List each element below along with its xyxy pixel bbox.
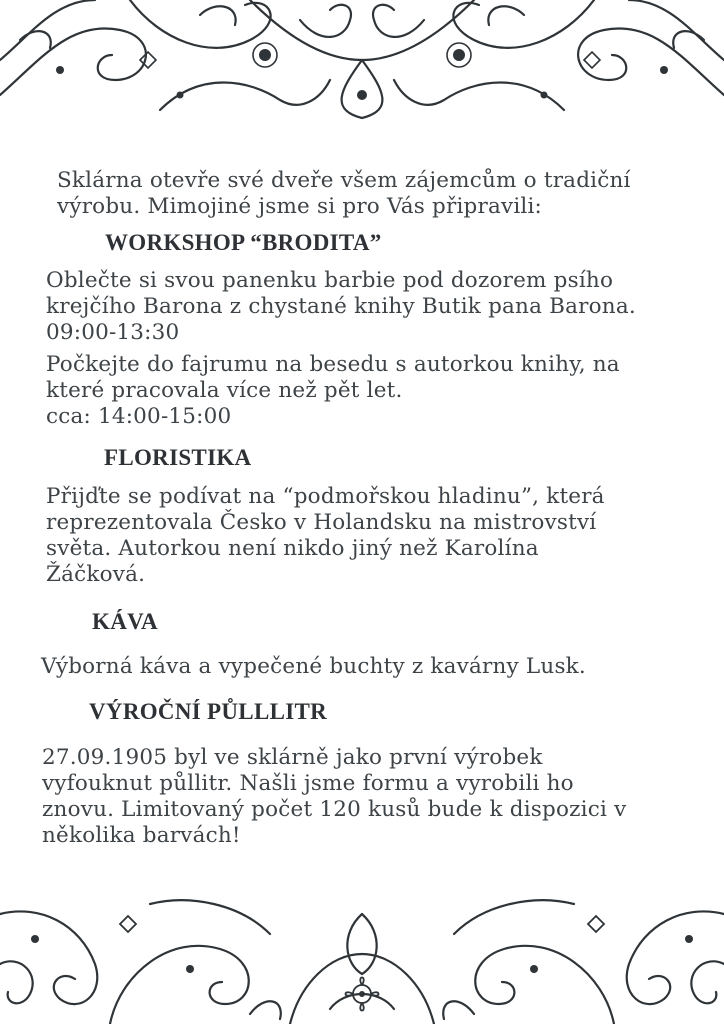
- floristika-text: [46, 484, 605, 588]
- floristika-line: světa. Autorkou není nikdo jiný než Karolína: [46, 536, 539, 561]
- workshop-line: krejčího Barona z chystané knihy Butik pana Barona.: [46, 294, 636, 319]
- pullitr-line: vyfouknut půllitr. Našli jsme formu a vyrobili ho: [42, 771, 574, 796]
- bottom-ornament: [0, 894, 724, 1024]
- pullitr-text: [42, 745, 626, 849]
- workshop-heading: WORKSHOP “BRODITA”: [105, 230, 382, 255]
- floristika-line: Přijďte se podívat na “podmořskou hladinu”, která: [46, 484, 605, 509]
- workshop-line: Oblečte si svou panenku barbie pod dozorem psího: [46, 268, 614, 293]
- intro-line: Sklárna otevře své dveře všem zájemcům o tradiční: [57, 168, 631, 193]
- workshop-line: Počkejte do fajrumu na besedu s autorkou knihy, na: [46, 352, 620, 377]
- baroque-scroll-bottom-icon: [0, 894, 724, 1024]
- floristika-heading: FLORISTIKA: [104, 445, 252, 470]
- kava-text: Výborná káva a vypečené buchty z kavárny Lusk.: [41, 654, 586, 679]
- workshop-text-1: [46, 268, 636, 346]
- intro-text: [57, 168, 631, 220]
- top-ornament: [0, 0, 724, 125]
- workshop-text-2: [46, 352, 620, 430]
- workshop-line: které pracovala více než pět let.: [46, 378, 403, 403]
- workshop-time: 09:00-13:30: [46, 320, 180, 345]
- pullitr-line: 27.09.1905 byl ve sklárně jako první výrobek: [42, 745, 543, 770]
- pullitr-line: několika barvách!: [42, 823, 241, 848]
- intro-line: výrobu. Mimojiné jsme si pro Vás připravili:: [57, 194, 543, 219]
- pullitr-line: znovu. Limitovaný počet 120 kusů bude k dispozici v: [42, 797, 627, 822]
- floristika-line: reprezentovala Česko v Holandsku na mistrovství: [46, 510, 597, 535]
- workshop-time: cca: 14:00-15:00: [46, 404, 232, 429]
- pullitr-heading: VÝROČNÍ PŮLLLITR: [89, 699, 328, 724]
- kava-heading: KÁVA: [92, 609, 158, 634]
- baroque-scroll-top-icon: [0, 0, 724, 125]
- floristika-line: Žáčková.: [46, 562, 146, 587]
